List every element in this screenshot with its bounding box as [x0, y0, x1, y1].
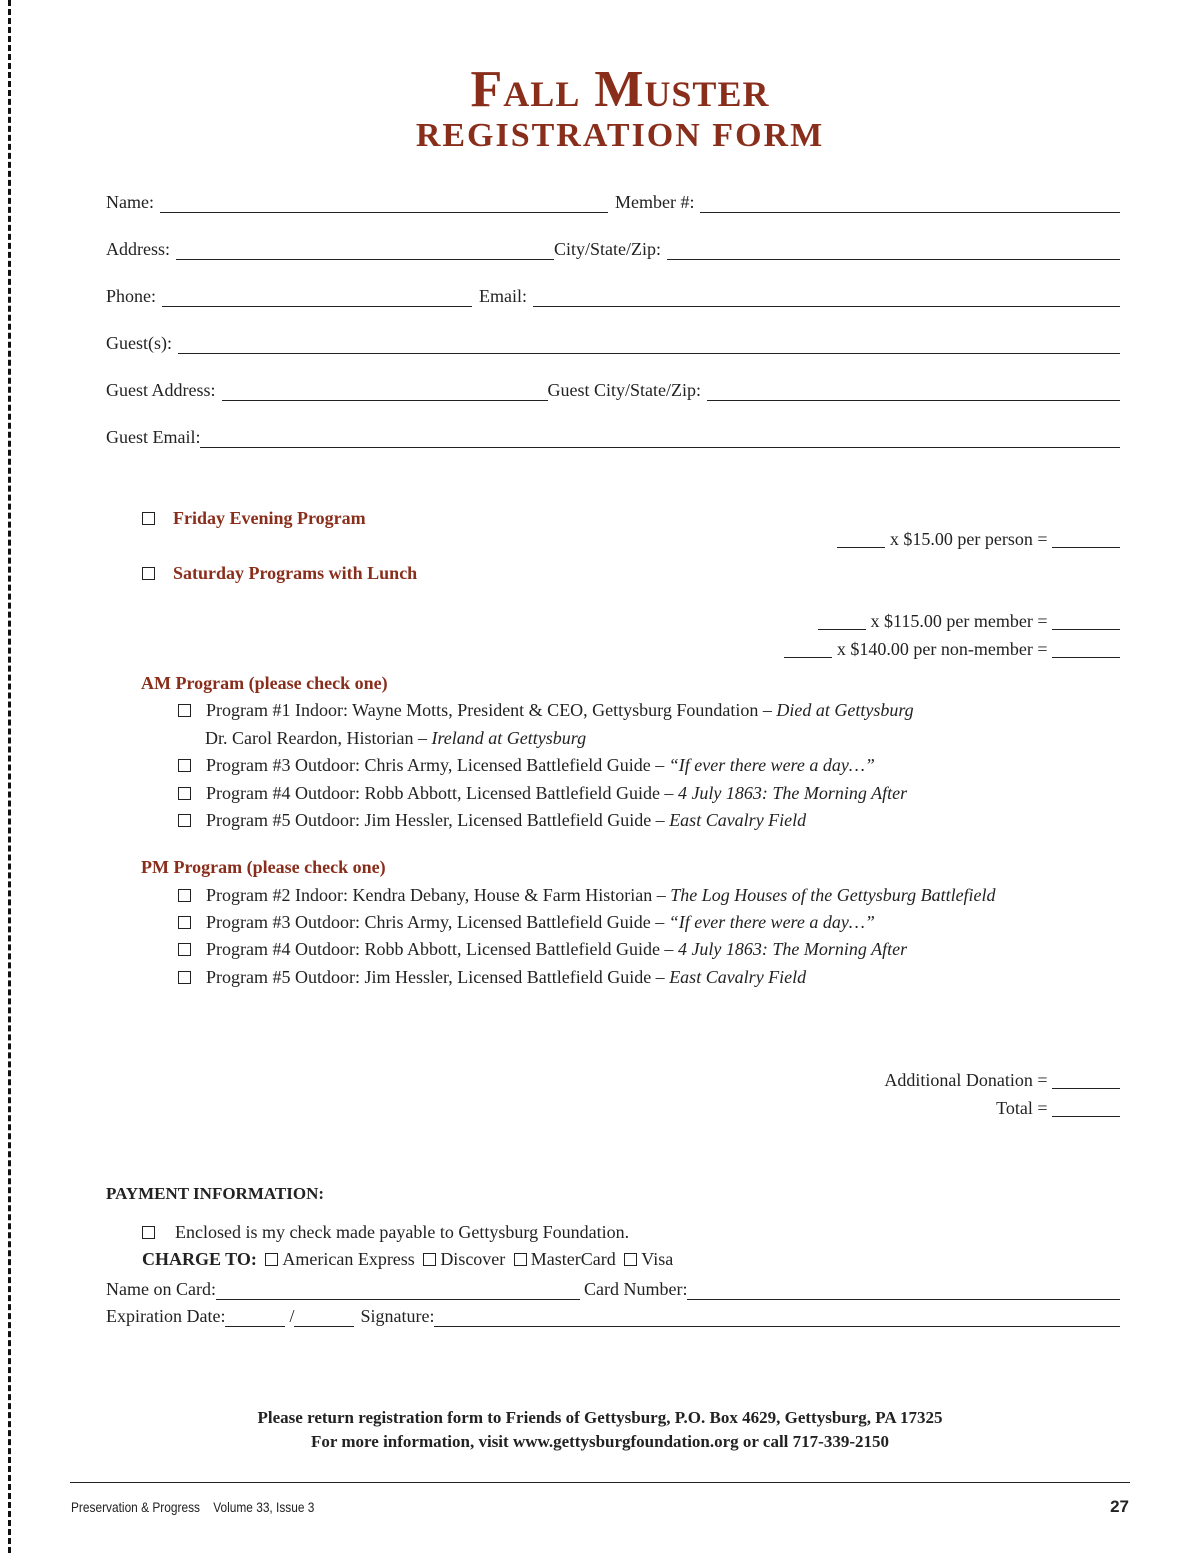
total-field[interactable]	[1052, 1101, 1120, 1117]
address-field[interactable]	[176, 242, 554, 260]
guest-address-field[interactable]	[222, 383, 548, 401]
am-program-1-checkbox[interactable]	[178, 704, 191, 717]
friday-option	[142, 508, 366, 529]
pm-program-3-text: Program #3 Outdoor: Chris Army, Licensed Battlefield Guide –	[206, 912, 669, 932]
guest-email-label: Guest Email:	[106, 427, 201, 447]
signature-label: Signature:	[360, 1306, 435, 1326]
am-program-1-text: Program #1 Indoor: Wayne Motts, President & CEO, Gettysburg Foundation –	[206, 700, 777, 720]
address-row	[106, 236, 1120, 260]
friday-amount-field[interactable]	[1052, 532, 1120, 548]
member-price-text: x $115.00 per member =	[870, 611, 1048, 631]
saturday-option	[142, 563, 417, 584]
nonmember-price-text: x $140.00 per non-member =	[836, 639, 1048, 659]
pm-program-2-text: Program #2 Indoor: Kendra Debany, House & Farm Historian –	[206, 885, 671, 905]
mastercard-checkbox[interactable]	[514, 1253, 527, 1266]
visa-label: Visa	[641, 1249, 674, 1269]
guest-city-field[interactable]	[707, 383, 1120, 401]
name-label: Name:	[106, 192, 154, 212]
pm-program-3-checkbox[interactable]	[178, 916, 191, 929]
cut-line	[8, 0, 11, 1553]
friday-qty-field[interactable]	[837, 532, 885, 548]
guests-row	[106, 330, 1120, 354]
am-program-4-title: 4 July 1863: The Morning After	[677, 783, 908, 803]
pm-program-5-checkbox[interactable]	[178, 971, 191, 984]
pm-program-3-title: “If ever there were a day…”	[668, 912, 875, 932]
address-label: Address:	[106, 239, 170, 259]
am-program-1b-title: Ireland at Gettysburg	[431, 728, 587, 748]
am-program-5-text: Program #5 Outdoor: Jim Hessler, Licensed Battlefield Guide –	[206, 810, 670, 830]
nonmember-amount-field[interactable]	[1052, 642, 1120, 658]
am-program-5-checkbox[interactable]	[178, 814, 191, 827]
name-on-card-label: Name on Card:	[106, 1279, 216, 1299]
name-member-row	[106, 189, 1120, 213]
friday-checkbox[interactable]	[142, 512, 155, 525]
page-number: 27	[1110, 1497, 1129, 1516]
footer-rule	[70, 1482, 1130, 1483]
check-text: Enclosed is my check made payable to Gettysburg Foundation.	[175, 1222, 630, 1242]
email-field[interactable]	[533, 289, 1120, 307]
pm-program-5	[178, 967, 806, 988]
info-note: For more information, visit www.gettysburgfoundation.org or call 717-339-2150	[311, 1432, 889, 1451]
expiration-year-field[interactable]	[294, 1309, 354, 1327]
discover-checkbox[interactable]	[423, 1253, 436, 1266]
guests-label: Guest(s):	[106, 333, 172, 353]
am-program-4-text: Program #4 Outdoor: Robb Abbott, Licensed Battlefield Guide –	[206, 783, 678, 803]
am-program-3-checkbox[interactable]	[178, 759, 191, 772]
am-program-3	[178, 755, 875, 776]
guest-address-row	[106, 377, 1120, 401]
am-program-5	[178, 810, 806, 831]
am-program-4-checkbox[interactable]	[178, 787, 191, 800]
city-field[interactable]	[667, 242, 1120, 260]
pm-program-3	[178, 912, 875, 933]
check-option	[142, 1222, 629, 1243]
form-subtitle: REGISTRATION FORM	[415, 117, 825, 154]
amex-checkbox[interactable]	[265, 1253, 278, 1266]
charge-to-label: CHARGE TO:	[142, 1249, 257, 1269]
publication-name: Preservation & Progress	[71, 1499, 200, 1515]
expiration-month-field[interactable]	[225, 1309, 285, 1327]
pm-program-5-text: Program #5 Outdoor: Jim Hessler, Licensed Battlefield Guide –	[206, 967, 670, 987]
pm-program-2	[178, 885, 996, 906]
card-number-label: Card Number:	[583, 1279, 688, 1299]
guest-address-label: Guest Address:	[106, 380, 216, 400]
pm-program-4-checkbox[interactable]	[178, 943, 191, 956]
phone-label: Phone:	[106, 286, 157, 306]
total-label: Total =	[996, 1098, 1048, 1118]
nonmember-qty-field[interactable]	[784, 642, 832, 658]
saturday-checkbox[interactable]	[142, 567, 155, 580]
pm-program-4-text: Program #4 Outdoor: Robb Abbott, Licensed Battlefield Guide –	[206, 939, 678, 959]
form-title: Fall Muster	[470, 61, 770, 118]
total-line	[987, 1077, 1120, 1119]
pm-program-4	[178, 939, 907, 960]
charge-to-line	[142, 1249, 673, 1270]
guest-email-row	[106, 424, 1120, 448]
am-program-3-title: “If ever there were a day…”	[668, 755, 875, 775]
am-program-4	[178, 783, 907, 804]
saturday-label: Saturday Programs with Lunch	[173, 563, 418, 583]
expiration-row	[106, 1303, 1120, 1327]
pm-program-2-title: The Log Houses of the Gettysburg Battlefield	[670, 885, 996, 905]
am-program-1b-text: Dr. Carol Reardon, Historian –	[205, 728, 432, 748]
donation-label: Additional Donation =	[884, 1070, 1048, 1090]
pm-program-2-checkbox[interactable]	[178, 889, 191, 902]
name-field[interactable]	[160, 195, 608, 213]
name-on-card-field[interactable]	[216, 1282, 580, 1300]
friday-price-line	[828, 508, 1120, 550]
guest-email-field[interactable]	[200, 430, 1120, 448]
expiration-label: Expiration Date:	[106, 1306, 226, 1326]
am-program-5-title: East Cavalry Field	[669, 810, 807, 830]
friday-label: Friday Evening Program	[173, 508, 366, 528]
visa-checkbox[interactable]	[624, 1253, 637, 1266]
signature-field[interactable]	[434, 1309, 1120, 1327]
mastercard-label: MasterCard	[530, 1249, 616, 1269]
card-number-field[interactable]	[687, 1282, 1120, 1300]
friday-price-text: x $15.00 per person =	[889, 529, 1048, 549]
pm-program-5-title: East Cavalry Field	[669, 967, 807, 987]
am-program-3-text: Program #3 Outdoor: Chris Army, Licensed Battlefield Guide –	[206, 755, 669, 775]
card-row	[106, 1276, 1120, 1300]
city-label: City/State/Zip:	[554, 239, 661, 259]
return-note: Please return registration form to Friends of Gettysburg, P.O. Box 4629, Gettysburg, PA 17325	[257, 1408, 943, 1427]
nonmember-price-line	[775, 618, 1120, 660]
guests-field[interactable]	[178, 336, 1120, 354]
am-heading: AM Program (please check one)	[141, 673, 388, 693]
expiration-slash: /	[289, 1306, 295, 1326]
issue-info: Volume 33, Issue 3	[213, 1499, 315, 1515]
discover-label: Discover	[440, 1249, 506, 1269]
phone-email-row	[106, 283, 1120, 307]
phone-field[interactable]	[162, 289, 472, 307]
payment-heading: PAYMENT INFORMATION:	[106, 1184, 325, 1203]
check-checkbox[interactable]	[142, 1226, 155, 1239]
amex-label: American Express	[282, 1249, 415, 1269]
member-field[interactable]	[700, 195, 1120, 213]
email-label: Email:	[479, 286, 528, 306]
pm-program-4-title: 4 July 1863: The Morning After	[677, 939, 908, 959]
am-program-1	[178, 700, 914, 721]
am-program-1-title: Died at Gettysburg	[776, 700, 914, 720]
am-program-1-second-line	[205, 728, 586, 749]
guest-city-label: Guest City/State/Zip:	[547, 380, 701, 400]
member-label: Member #:	[614, 192, 695, 212]
publication-info	[71, 1499, 314, 1515]
pm-heading: PM Program (please check one)	[141, 857, 386, 877]
